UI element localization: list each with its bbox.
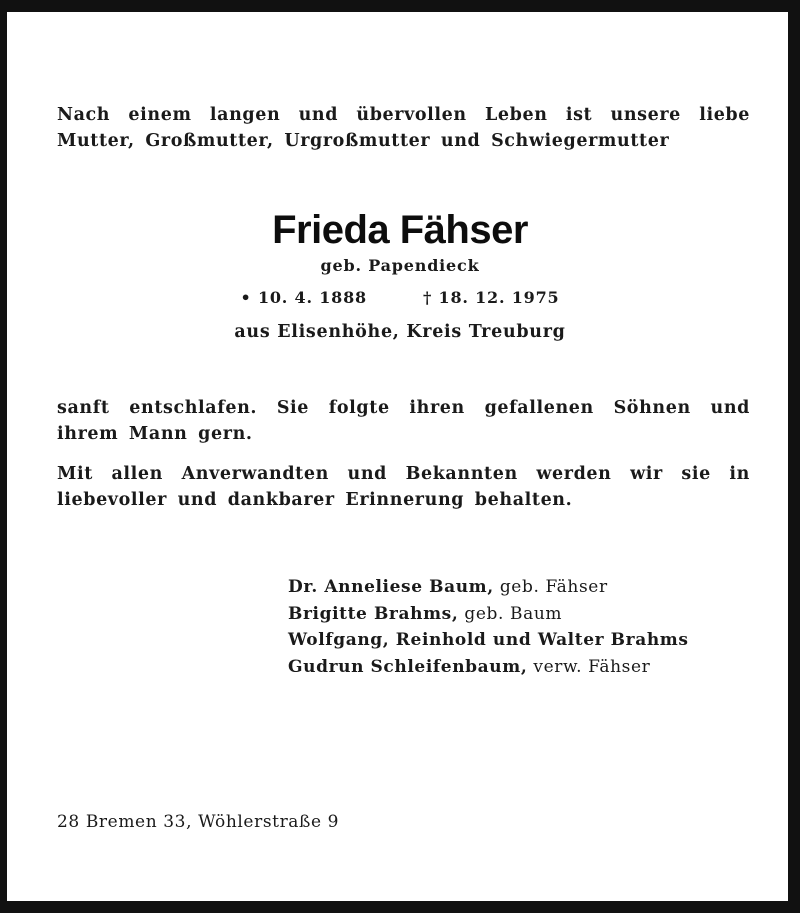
signer-note: geb. Baum — [464, 603, 563, 624]
signer-name: Dr. Anneliese Baum, — [288, 577, 494, 597]
signer-name: Brigitte Brahms, — [288, 603, 459, 624]
signer-name: Gudrun Schleifenbaum, — [288, 656, 528, 677]
signers-list — [288, 574, 689, 680]
signer-row — [288, 574, 689, 601]
signer-row — [288, 627, 689, 654]
body-paragraph-1 — [57, 395, 750, 447]
intro-paragraph — [57, 102, 750, 154]
deceased-name: Frieda Fähser — [272, 208, 528, 252]
place-of-origin: aus Elisenhöhe, Kreis Treuburg — [234, 322, 566, 342]
body-line: sanft entschlafen. Sie folgte ihren gefallenen Söhnen und — [57, 398, 750, 418]
body-line: Mit allen Anverwandten und Bekannten werden wir sie in — [57, 464, 750, 484]
signer-row — [288, 654, 689, 681]
address: 28 Bremen 33, Wöhlerstraße 9 — [57, 812, 340, 832]
life-dates — [7, 288, 793, 307]
signer-note: geb. Fähser — [499, 577, 608, 597]
death-date: † 18. 12. 1975 — [422, 288, 560, 307]
intro-line: Mutter, Großmutter, Urgroßmutter und Schwiegermutter — [57, 131, 670, 151]
body-line: ihrem Mann gern. — [57, 424, 253, 444]
signer-note: verw. Fähser — [533, 656, 651, 677]
birth-date: • 10. 4. 1888 — [240, 288, 367, 307]
intro-line: Nach einem langen und übervollen Leben ist unsere liebe — [57, 105, 750, 125]
signer-name: Wolfgang, Reinhold und Walter Brahms — [288, 630, 689, 650]
signer-row — [288, 601, 689, 628]
body-line: liebevoller und dankbarer Erinnerung behalten. — [57, 490, 573, 510]
body-paragraph-2 — [57, 461, 750, 513]
maiden-name: geb. Papendieck — [320, 256, 480, 275]
